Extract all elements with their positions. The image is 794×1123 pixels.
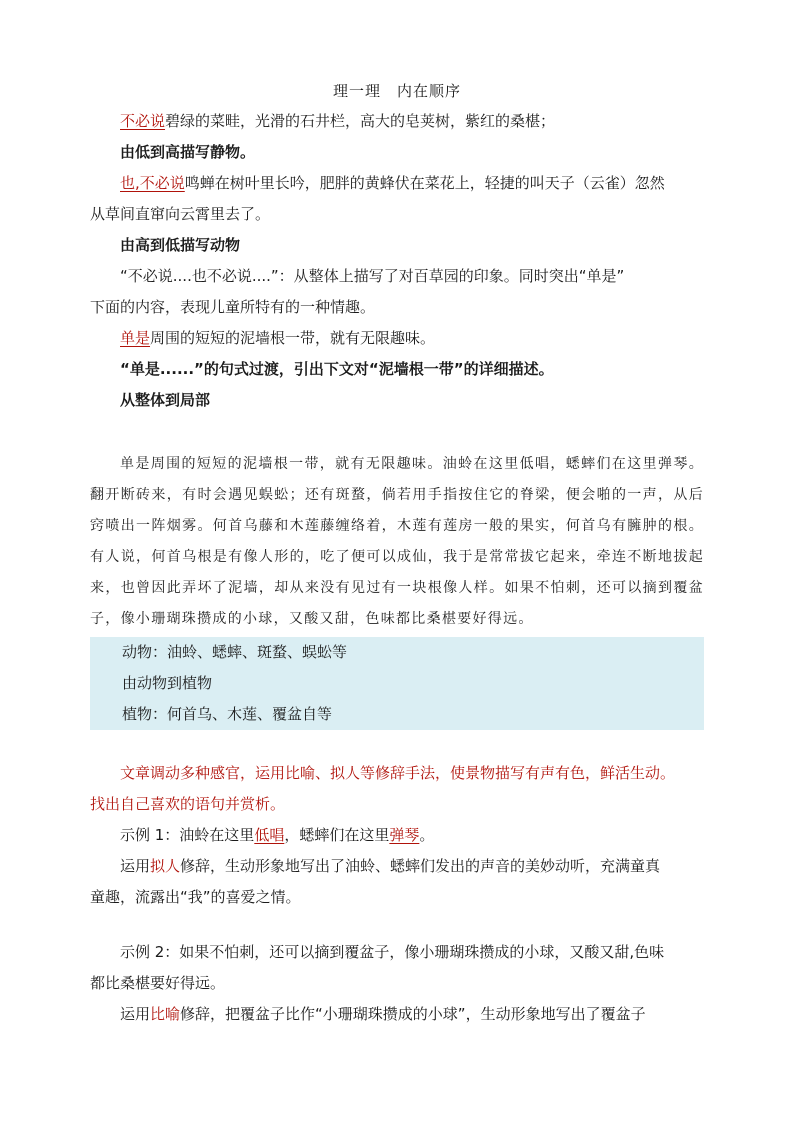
example-1: 示例 1：油蛉在这里低唱，蟋蟀们在这里弹琴。 [120, 826, 435, 844]
note-1: 由低到高描写静物。 [120, 143, 256, 161]
task-prompt: 文章调动多种感官，运用比喻、拟人等修辞手法，使景物描写有声有色，鲜活生动。 [120, 764, 676, 782]
note-4: 从整体到局部 [120, 391, 211, 409]
summary-item: 动物：油蛉、蟋蟀、斑蝥、蜈蚣等 [122, 643, 348, 661]
paragraph-2: 也,不必说鸣蝉在树叶里长吟，肥胖的黄蜂伏在菜花上，轻捷的叫天子（云雀）忽然 [120, 174, 665, 192]
highlight-phrase: 单是 [120, 329, 151, 347]
handwritten-passage [90, 449, 704, 635]
note-2: 由高到低描写动物 [120, 236, 241, 254]
summary-item: 由动物到植物 [122, 674, 213, 692]
highlight-word: 弹琴 [389, 826, 420, 844]
highlight-phrase: 不必说 [120, 112, 166, 130]
highlight-word: 低唱 [254, 826, 285, 844]
handwritten-text: 单是周围的短短的泥墙根一带，就有无限趣味。油蛉在这里低唱，蟋蟀们在这里弹琴。翻开断砖来，有时会遇见蜈蚣；还有斑蝥，倘若用手指按住它的脊梁，便会啪的一声，从后窍喷出一阵烟雾。何首乌藤和木莲藤缠络着，木莲有莲房一般的果实，何首乌有臃肿的根。有人说，何首乌根是有像人形的，吃了便可以成仙，我于是常常拔它起来，牵连不断地拔起来，也曾因此弄坏了泥墙，却从来没有见过有一块根像人样。如果不怕刺，还可以摘到覆盆子，像小珊瑚珠攒成的小球，又酸又甜，色味都比桑椹要好得远。 [90, 456, 704, 627]
example-1-analysis: 运用拟人修辞，生动形象地写出了油蛉、蟋蟀们发出的声音的美妙动听，充满童真 [120, 857, 661, 875]
paragraph-2-cont: 从草间直窜向云霄里去了。 [90, 205, 271, 223]
paragraph-3: “不必说....也不必说....”：从整体上描写了对百草园的印象。同时突出“单是” [120, 267, 625, 285]
note-3: “单是......”的句式过渡，引出下文对“泥墙根一带”的详细描述。 [120, 360, 554, 378]
document-page [90, 76, 704, 1030]
example-2: 示例 2：如果不怕刺，还可以摘到覆盆子，像小珊瑚珠攒成的小球，又酸又甜,色味 [120, 943, 665, 961]
section-title: 理一理 内在顺序 [332, 82, 461, 100]
task-prompt-cont: 找出自己喜欢的语句并赏析。 [90, 795, 286, 813]
example-1-analysis-cont: 童趣，流露出“我”的喜爱之情。 [90, 888, 301, 906]
summary-box [90, 637, 704, 730]
summary-item: 植物：何首乌、木莲、覆盆自等 [122, 705, 333, 723]
paragraph-3-cont: 下面的内容，表现儿童所特有的一种情趣。 [90, 298, 376, 316]
example-2-analysis: 运用比喻修辞，把覆盆子比作“小珊瑚珠攒成的小球”，生动形象地写出了覆盆子 [120, 1005, 646, 1023]
paragraph-1: 不必说碧绿的菜畦，光滑的石井栏，高大的皂荚树，紫红的桑椹； [120, 112, 556, 130]
highlight-word: 拟人 [150, 857, 181, 875]
highlight-word: 比喻 [150, 1005, 181, 1023]
highlight-phrase: 也,不必说 [120, 174, 185, 192]
paragraph-4: 单是周围的短短的泥墙根一带，就有无限趣味。 [120, 329, 436, 347]
example-2-cont: 都比桑椹要好得远。 [90, 974, 226, 992]
